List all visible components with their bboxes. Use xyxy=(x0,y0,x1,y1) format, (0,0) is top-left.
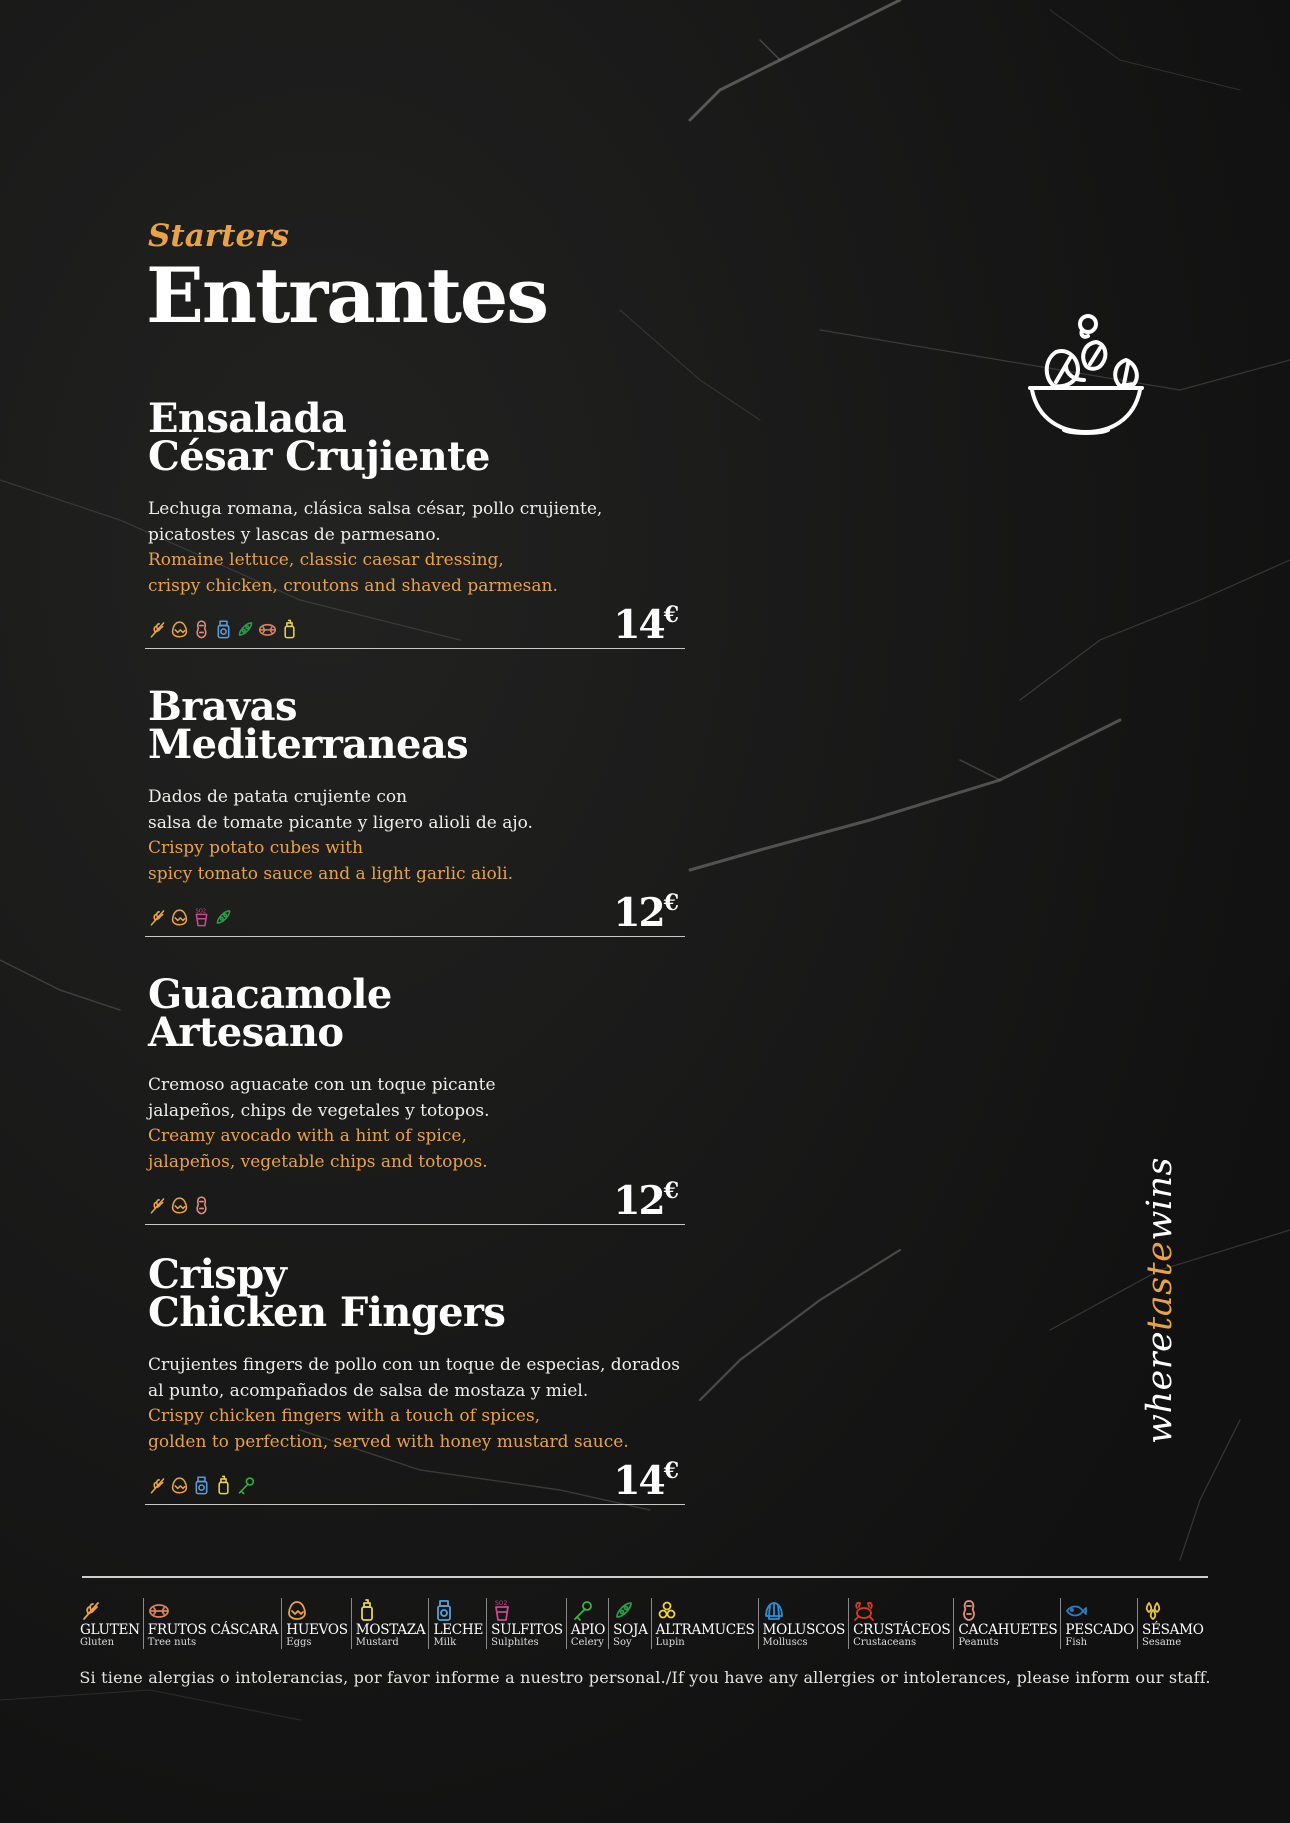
legend-item-molluscs xyxy=(758,1598,849,1649)
wheat-icon xyxy=(148,1475,167,1495)
legend-label-en: Soy xyxy=(613,1637,632,1648)
legend-label-es: HUEVOS xyxy=(286,1622,348,1638)
crab-icon xyxy=(853,1598,875,1622)
legend-item-crustaceans xyxy=(848,1598,953,1649)
celery-icon xyxy=(571,1598,593,1622)
legend-label-en: Milk xyxy=(433,1637,457,1648)
legend-label-es: GLUTEN xyxy=(80,1622,140,1638)
soy-pod-icon xyxy=(236,619,255,639)
legend-label-en: Molluscs xyxy=(762,1637,808,1648)
legend-item-soy xyxy=(608,1598,651,1649)
egg-icon xyxy=(170,1195,189,1215)
dish-description-es: Dados de patata crujiente con salsa de tomate picante y ligero alioli de ajo. xyxy=(148,787,533,833)
dish-description-es: Crujientes fingers de pollo con un toque de especias, dorados al punto, acompañados de salsa de mostaza y miel. xyxy=(148,1355,680,1401)
dish-meta-row xyxy=(148,890,685,937)
dish-bravas-mediterraneas xyxy=(148,683,685,937)
dish-meta-row xyxy=(148,1178,685,1225)
dish-ensalada-cesar xyxy=(148,395,685,649)
dish-description-en: Crispy chicken fingers with a touch of spices, golden to perfection, served with honey mustard sauce. xyxy=(148,1406,629,1452)
legend-label-en: Crustaceans xyxy=(853,1637,917,1648)
legend-item-sesame xyxy=(1137,1598,1207,1649)
legend-item-peanuts xyxy=(953,1598,1060,1649)
peanut-icon xyxy=(958,1598,980,1622)
walnut-icon xyxy=(258,619,277,639)
egg-icon xyxy=(286,1598,308,1622)
legend-label-es: MOSTAZA xyxy=(355,1622,426,1638)
dish-description-en: Crispy potato cubes with spicy tomato sauce and a light garlic aioli. xyxy=(148,838,514,884)
dish-price: 12€ xyxy=(613,890,679,936)
peanut-icon xyxy=(192,619,211,639)
dish-description-en: Creamy avocado with a hint of spice, jalapeños, vegetable chips and totopos. xyxy=(148,1126,488,1172)
allergen-icons xyxy=(148,1195,211,1215)
allergy-note: Si tiene alergias o intolerancias, por favor informe a nuestro personal./If you have any allergies or intolerances, please inform our staff. xyxy=(79,1668,1211,1687)
legend-label-es: APIO xyxy=(570,1622,606,1638)
legend-label-es: SOJA xyxy=(613,1622,648,1638)
legend-label-en: Tree nuts xyxy=(147,1637,197,1648)
dish-divider xyxy=(145,648,685,650)
legend-label-es: SÉSAMO xyxy=(1141,1622,1204,1638)
legend-label-es: MOLUSCOS xyxy=(762,1622,846,1638)
legend-label-es: SULFITOS xyxy=(491,1622,563,1638)
legend-divider xyxy=(82,1576,1208,1578)
dish-meta-row xyxy=(148,1458,685,1505)
soy-pod-icon xyxy=(214,907,233,927)
mustard-bottle-icon xyxy=(356,1598,378,1622)
dish-description-es: Cremoso aguacate con un toque picante jalapeños, chips de vegetales y totopos. xyxy=(148,1075,496,1121)
legend-item-egg xyxy=(281,1598,350,1649)
legend-label-en: Lupin xyxy=(655,1637,685,1648)
legend-label-es: ALTRAMUCES xyxy=(655,1622,755,1638)
wheat-icon xyxy=(80,1598,102,1622)
legend-label-en: Celery xyxy=(570,1637,604,1648)
dish-description-en: Romaine lettuce, classic caesar dressing, crispy chicken, croutons and shaved parmesan. xyxy=(148,550,558,596)
soy-pod-icon xyxy=(613,1598,635,1622)
milk-bottle-icon xyxy=(214,619,233,639)
dish-price: 14€ xyxy=(613,1458,679,1504)
milk-bottle-icon xyxy=(433,1598,455,1622)
legend-label-en: Sulphites xyxy=(491,1637,539,1648)
wheat-icon xyxy=(148,1195,167,1215)
dish-name: Ensalada César Crujiente xyxy=(148,395,490,480)
legend-item-sulphites xyxy=(486,1598,566,1649)
section-title-en: Starters xyxy=(148,218,289,254)
mustard-bottle-icon xyxy=(214,1475,233,1495)
legend-label-es: LECHE xyxy=(433,1622,484,1638)
section-title-es: Entrantes xyxy=(146,251,548,340)
dish-meta-row xyxy=(148,602,685,649)
legend-item-mustard xyxy=(351,1598,429,1649)
allergen-icons xyxy=(148,1475,255,1495)
so2-glass-icon xyxy=(491,1598,513,1622)
allergen-icons xyxy=(148,619,299,639)
dish-name: Crispy Chicken Fingers xyxy=(148,1251,506,1336)
egg-icon xyxy=(170,1475,189,1495)
mustard-bottle-icon xyxy=(280,619,299,639)
svg-text:SO2: SO2 xyxy=(195,908,207,915)
legend-label-en: Eggs xyxy=(286,1637,312,1648)
so2-glass-icon xyxy=(192,907,211,927)
legend-item-lupin xyxy=(651,1598,758,1649)
legend-label-es: CACAHUETES xyxy=(958,1622,1058,1638)
dish-description-es: Lechuga romana, clásica salsa césar, pollo crujiente, picatostes y lascas de parmesano. xyxy=(148,499,603,545)
brand-wordmark: wheretastewins xyxy=(1140,1157,1180,1444)
wheat-icon xyxy=(148,619,167,639)
egg-icon xyxy=(170,619,189,639)
dish-divider xyxy=(145,1504,685,1506)
legend-item-fish xyxy=(1060,1598,1137,1649)
walnut-icon xyxy=(148,1598,170,1622)
allergen-legend xyxy=(80,1598,1212,1649)
legend-label-en: Peanuts xyxy=(958,1637,999,1648)
legend-label-en: Mustard xyxy=(355,1637,399,1648)
fish-icon xyxy=(1065,1598,1087,1622)
dish-divider xyxy=(145,1224,685,1226)
dish-name: Bravas Mediterraneas xyxy=(148,683,469,768)
legend-item-gluten xyxy=(80,1598,143,1649)
dish-divider xyxy=(145,936,685,938)
dish-name: Guacamole Artesano xyxy=(148,971,392,1056)
legend-label-en: Sesame xyxy=(1141,1637,1182,1648)
sesame-icon xyxy=(1142,1598,1164,1622)
legend-item-celery xyxy=(566,1598,608,1649)
shell-icon xyxy=(763,1598,785,1622)
dish-guacamole-artesano xyxy=(148,971,685,1225)
dish-price: 12€ xyxy=(613,1178,679,1224)
peanut-icon xyxy=(192,1195,211,1215)
egg-icon xyxy=(170,907,189,927)
svg-text:SO2: SO2 xyxy=(495,1600,508,1607)
legend-label-es: PESCADO xyxy=(1065,1622,1134,1638)
legend-label-en: Fish xyxy=(1065,1637,1088,1648)
legend-label-en: Gluten xyxy=(80,1637,115,1648)
dish-price: 14€ xyxy=(613,602,679,648)
milk-bottle-icon xyxy=(192,1475,211,1495)
legend-item-nuts xyxy=(143,1598,282,1649)
dish-crispy-chicken-fingers xyxy=(148,1251,685,1505)
legend-label-es: FRUTOS CÁSCARA xyxy=(147,1622,279,1638)
celery-icon xyxy=(236,1475,255,1495)
salad-bowl-icon xyxy=(1022,308,1150,436)
legend-label-es: CRUSTÁCEOS xyxy=(853,1622,951,1638)
wheat-icon xyxy=(148,907,167,927)
allergen-icons xyxy=(148,907,233,927)
lupin-icon xyxy=(656,1598,678,1622)
legend-item-milk xyxy=(428,1598,486,1649)
